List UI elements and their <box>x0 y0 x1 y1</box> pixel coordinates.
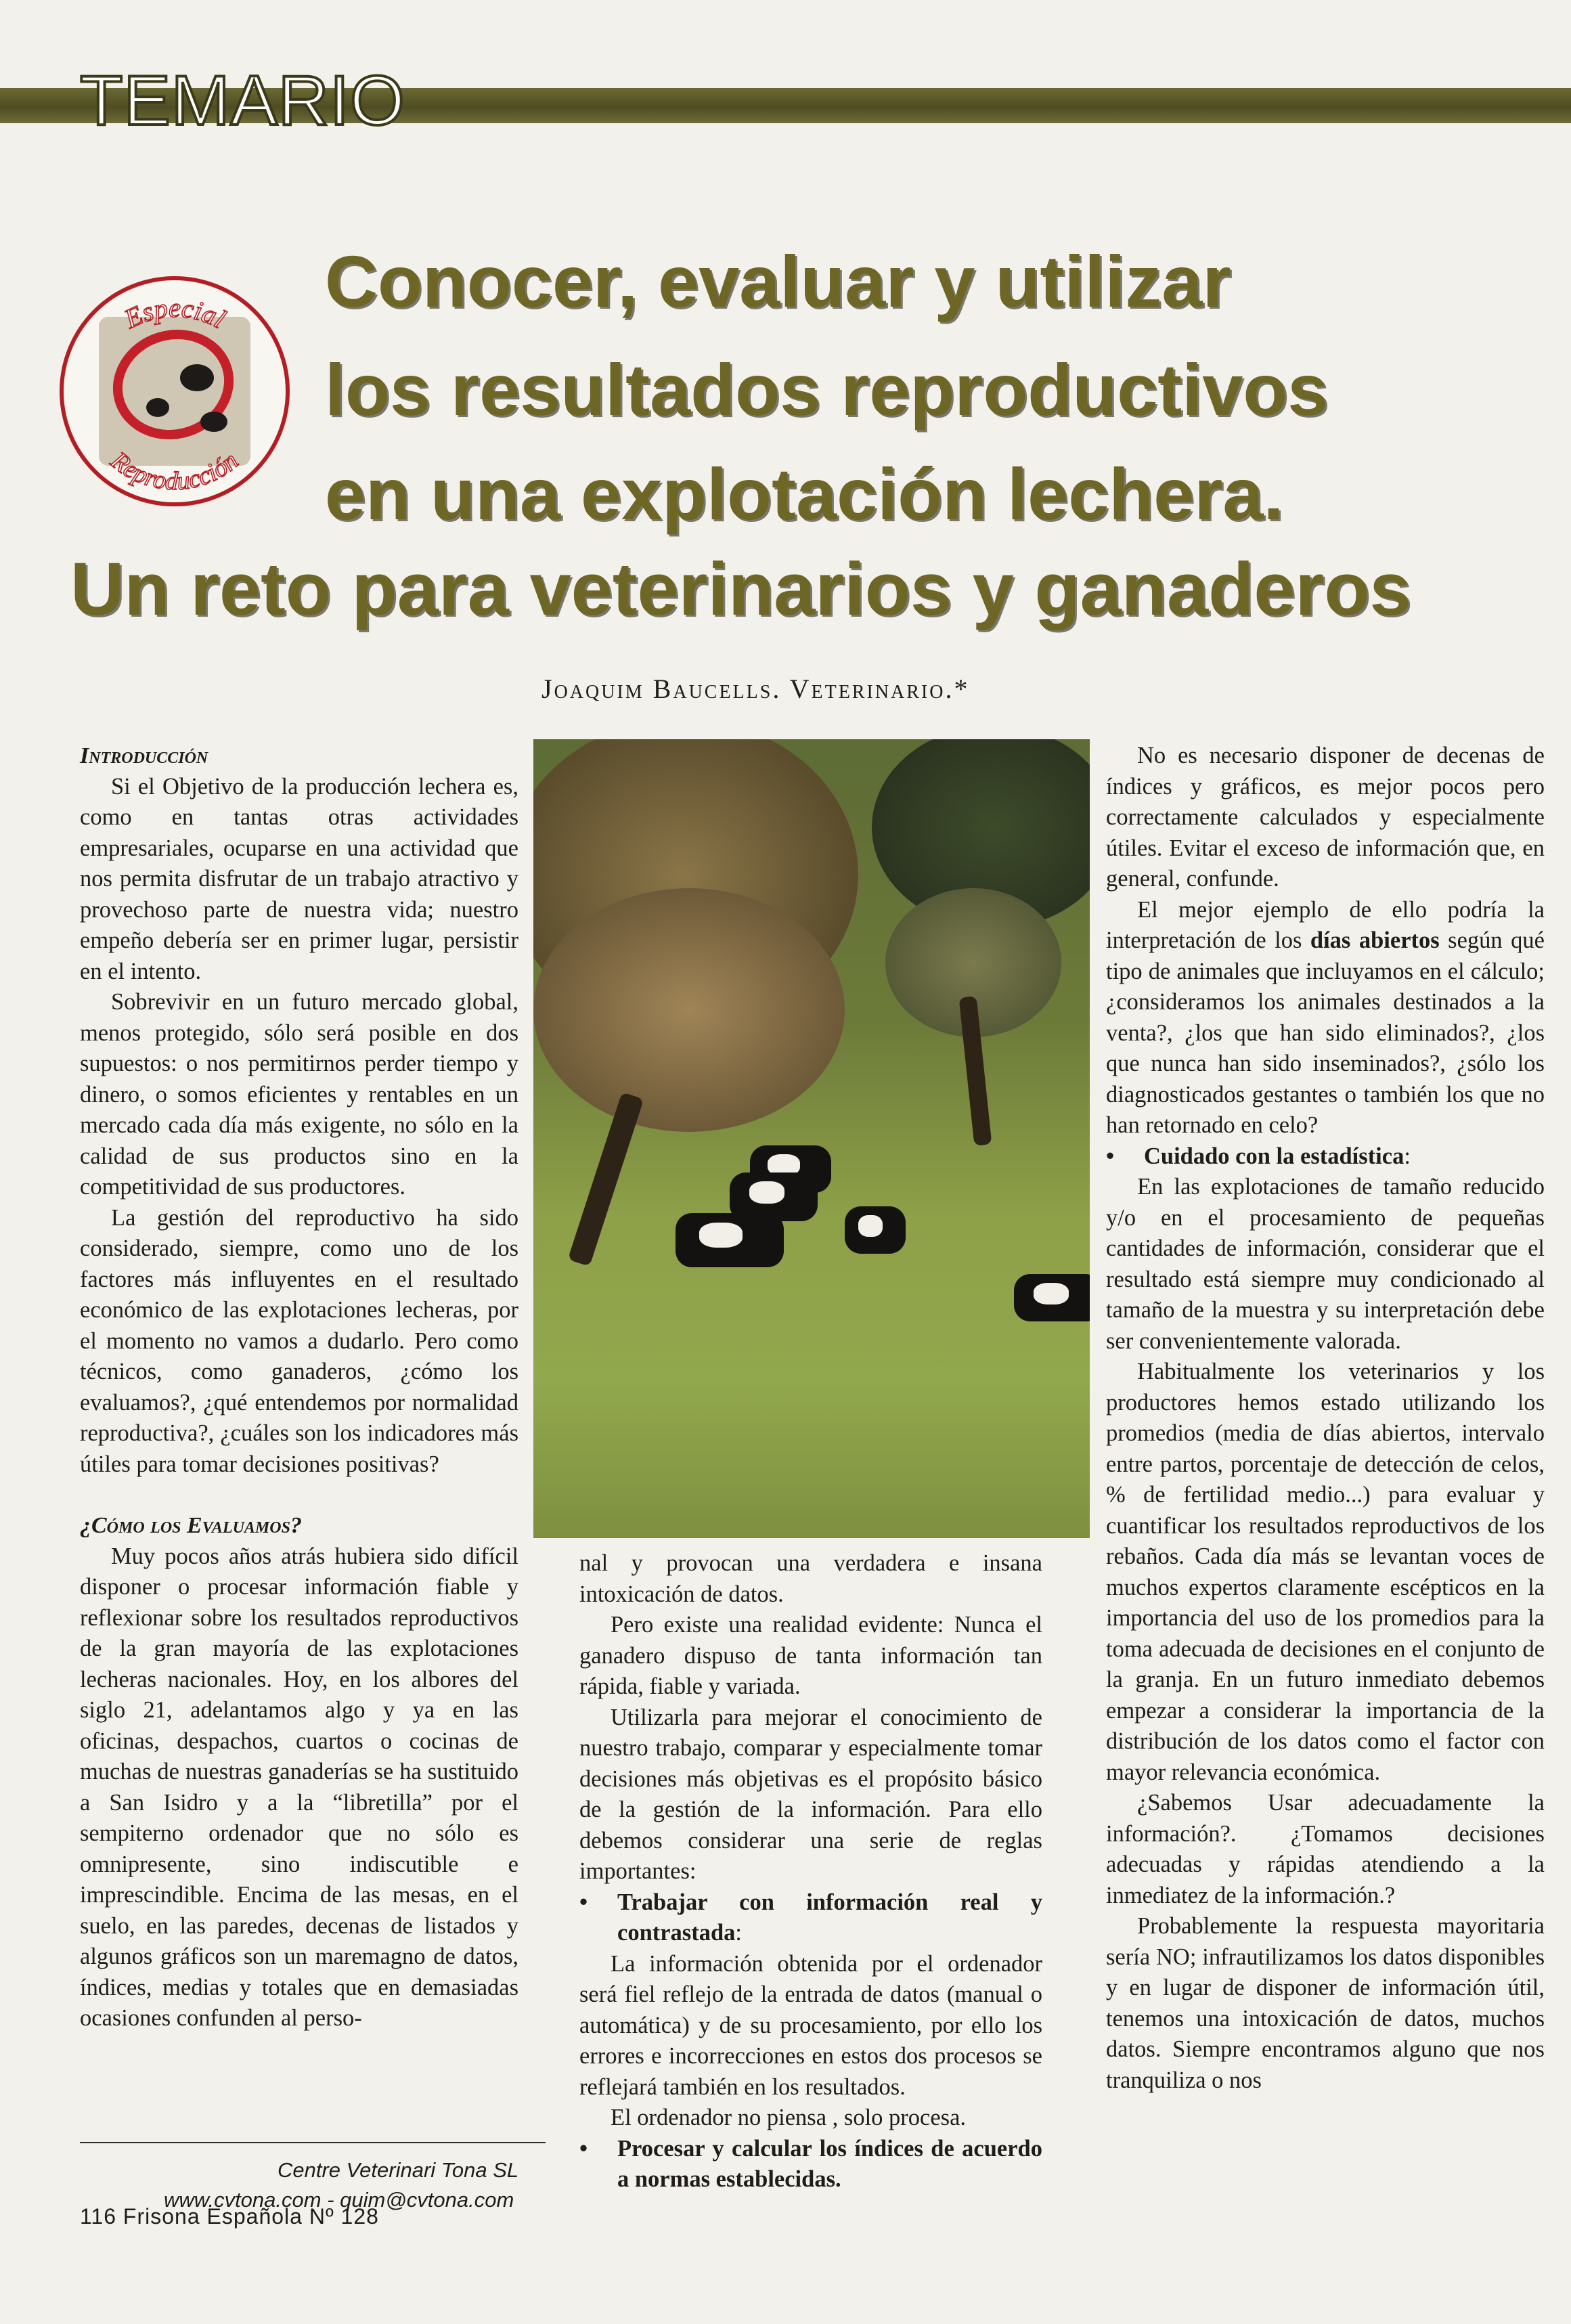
cow <box>845 1206 906 1254</box>
byline: Joaquim Baucells. Veterinario.* <box>541 674 970 704</box>
column-right <box>1106 741 1545 2096</box>
paragraph: Sobrevivir en un futuro mercado global, menos protegido, sólo será posible en dos supuestos: o nos permitirnos perder tiempo y dinero, o somos eficientes y rentables en un mercado cada día más exigente, no sólo en la calidad de sus productos sino en la competitividad de sus productores. <box>80 989 518 1200</box>
paragraph: El mejor ejemplo de ello podría la interpretación de los días abiertos según qué tipo de animales que incluyamos en el cálculo; ¿consideramos los animales destinados a la venta?, ¿los que han sido eliminados?, ¿los que nunca han sido inseminados?, ¿sólo los diagnosticados gestantes o también los que no han retornado en celo? <box>1106 896 1545 1138</box>
paragraph: nal y provocan una verdadera e insana intoxicación de datos. <box>579 1550 1042 1607</box>
paragraph: Si el Objetivo de la producción lechera es, como en tantas otras actividades empresariales, ocuparse en una actividad que nos permita disfrutar de un trabajo atractivo y provechoso parte de nuestra vida; nuestro empeño debería ser en primer lugar, persistir en el intento. <box>80 773 518 984</box>
headline-line-4: Un reto para veterinarios y ganaderos <box>70 548 1411 631</box>
page-folio: 116 Frisona Española Nº 128 <box>80 2204 379 2229</box>
rule-bullet: • Procesar y calcular los índices de acuerdo a normas establecidas. <box>579 2135 1042 2192</box>
paragraph: Habitualmente los veterinarios y los productores hemos estado utilizando los promedios (media de días abiertos, intervalo entre partos, porcentaje de detección de celos, % de fertilidad medio...) para evaluar y cuantificar los resultados reproductivos de los rebaños. Cada día más se levantan voces de muchos expertos claramente escépticos en la importancia del uso de los promedios para la toma adecuada de decisiones en el conjunto de la granja. En un futuro inmediato debemos empezar a considerar la importancia de la distribución de los datos como el factor con mayor relevancia económica. <box>1106 1359 1545 1785</box>
paragraph: Muy pocos años atrás hubiera sido difícil disponer o procesar información fiable y reflexionar sobre los resultados reproductivos de la gran mayoría de las explotaciones lecheras nacionales. Hoy, en los albores del siglo 21, adelantamos algo y ya en las oficinas, despachos, cuartos o cocinas de muchas de nuestras ganaderías se ha sustituido a San Isidro y a la “libretilla” por el sempiterno ordenador que no sólo es omnipresente, sino indiscutible e imprescindible. Encima de las mesas, en el suelo, en las paredes, decenas de listados y algunos gráficos son un maremagno de datos, índices, medias y totales que en demasiadas ocasiones confunden al perso- <box>80 1543 518 2031</box>
headline-line-1: Conocer, evaluar y utilizar <box>325 240 1231 322</box>
column-left <box>80 741 518 2034</box>
paragraph: Probablemente la respuesta mayoritaria sería NO; infrautilizamos los datos disponibles y en lugar de disponer de información útil, tenemos una intoxicación de datos, muchos datos. Siempre encontramos alguno que nos tranquiliza o nos <box>1106 1913 1545 2093</box>
paragraph: ¿Sabemos Usar adecuadamente la información?. ¿Tomamos decisiones adecuadas y rápidas atendiendo a la inmediatez de la información.? <box>1106 1790 1545 1908</box>
paragraph: La información obtenida por el ordenador será fiel reflejo de la entrada de datos (manual o automática) y de su procesamiento, por ello los errores e incorrecciones en estos dos procesos se reflejará también en los resultados. <box>579 1950 1042 2100</box>
section-label: TEMARIO <box>80 62 405 140</box>
paragraph: Utilizarla para mejorar el conocimiento de nuestro trabajo, comparar y especialmente tomar decisiones más objetivas es el propósito básico de la gestión de la información. Para ello debemos considerar una serie de reglas importantes: <box>579 1704 1042 1884</box>
paragraph: La gestión del reproductivo ha sido considerado, siempre, como uno de los factores más influyentes en el resultado económico de las explotaciones lecheras, por el momento no vamos a dudarlo. Pero como técnicos, como ganaderos, ¿cómo los evaluamos?, ¿qué entendemos por normalidad reproductiva?, ¿cuáles son los indicadores más útiles para tomar decisiones positivas? <box>80 1204 518 1477</box>
emblem-bottom-text: Reproducción <box>105 446 244 496</box>
emblem-lettering <box>60 276 290 506</box>
emphasis-dias-abiertos: días abiertos <box>1310 927 1440 953</box>
svg-text:Especial <box>119 292 231 334</box>
paragraph: Pero existe una realidad evidente: Nunca el ganadero dispuso de tanta información tan rápida, fiable y variada. <box>579 1612 1042 1699</box>
rule-bullet: • Cuidado con la estadística: <box>1106 1143 1411 1169</box>
special-issue-emblem <box>60 276 290 506</box>
cow <box>1014 1274 1090 1321</box>
paragraph: En las explotaciones de tamaño reducido y/o en el procesamiento de pequeñas cantidades de información, considerar que el resultado está siempre muy condicionado al tamaño de la muestra y su interpretación debe ser convenientemente valorada. <box>1106 1174 1545 1354</box>
cow <box>676 1213 784 1267</box>
footnote-contact: www.cvtona.com - quim@cvtona.com <box>164 2188 514 2212</box>
headline-line-2: los resultados reproductivos <box>325 349 1329 431</box>
section-heading-introduction: Introducción <box>80 743 208 768</box>
svg-text:Reproducción <box>105 446 244 496</box>
rule-bullet: • Trabajar con información real y contrastada: <box>579 1889 1042 1946</box>
footnote-rule <box>80 2142 546 2143</box>
paragraph: El ordenador no piensa , solo procesa. <box>611 2105 967 2130</box>
paragraph: No es necesario disponer de decenas de índices y gráficos, es mejor pocos pero correctamente calculados y especialmente útiles. Evitar el exceso de información que, en general, confunde. <box>1106 743 1545 892</box>
emblem-top-text: Especial <box>119 292 231 334</box>
column-middle <box>579 1548 1042 2195</box>
headline-line-3: en una explotación lechera. <box>325 453 1284 535</box>
section-heading-evaluation: ¿Cómo los Evaluamos? <box>80 1513 302 1538</box>
photo-cows-grazing <box>533 739 1090 1538</box>
footnote-affiliation: Centre Veterinari Tona SL <box>278 2158 519 2182</box>
